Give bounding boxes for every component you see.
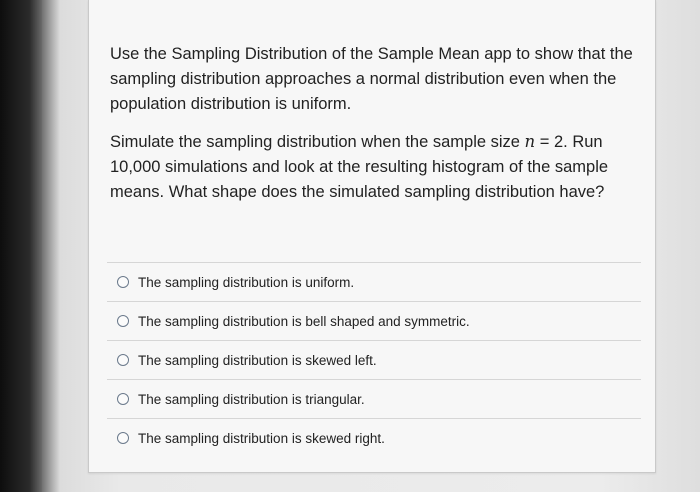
radio-button[interactable] [117, 432, 129, 444]
question-text [110, 42, 638, 217]
radio-button[interactable] [117, 315, 129, 327]
answer-option-bell-shaped[interactable] [107, 301, 641, 340]
answer-options [107, 262, 641, 457]
answer-option-label[interactable]: The sampling distribution is triangular. [138, 391, 365, 407]
question-paragraph-2-start: Simulate the sampling distribution when the sample size [110, 133, 525, 151]
question-paragraph-1: Use the Sampling Distribution of the Sample Mean app to show that the sampling distribution approaches a normal distribution even when the population distribution is uniform. [110, 45, 633, 113]
answer-option-label[interactable]: The sampling distribution is bell shaped and symmetric. [138, 313, 470, 329]
dark-edge [0, 0, 42, 492]
question-card [88, 0, 656, 473]
answer-option-triangular[interactable] [107, 379, 641, 418]
radio-button[interactable] [117, 354, 129, 366]
math-equals-two: = 2 [535, 133, 564, 151]
answer-option-label[interactable]: The sampling distribution is uniform. [138, 274, 355, 290]
answer-option-skewed-left[interactable] [107, 340, 641, 379]
radio-button[interactable] [117, 393, 129, 405]
math-variable-n: n [524, 132, 536, 151]
answer-option-label[interactable]: The sampling distribution is skewed right. [138, 430, 385, 446]
question-paragraph-2 [110, 129, 638, 205]
answer-option-skewed-right[interactable] [107, 418, 641, 457]
answer-option-label[interactable]: The sampling distribution is skewed left. [138, 352, 377, 368]
question-paragraph-2-end: . Run 10,000 simulations and look at the resulting histogram of the sample means. What shape does the simulated sampling distribution have? [110, 133, 609, 201]
radio-button[interactable] [117, 276, 129, 288]
answer-option-uniform[interactable] [107, 262, 641, 301]
